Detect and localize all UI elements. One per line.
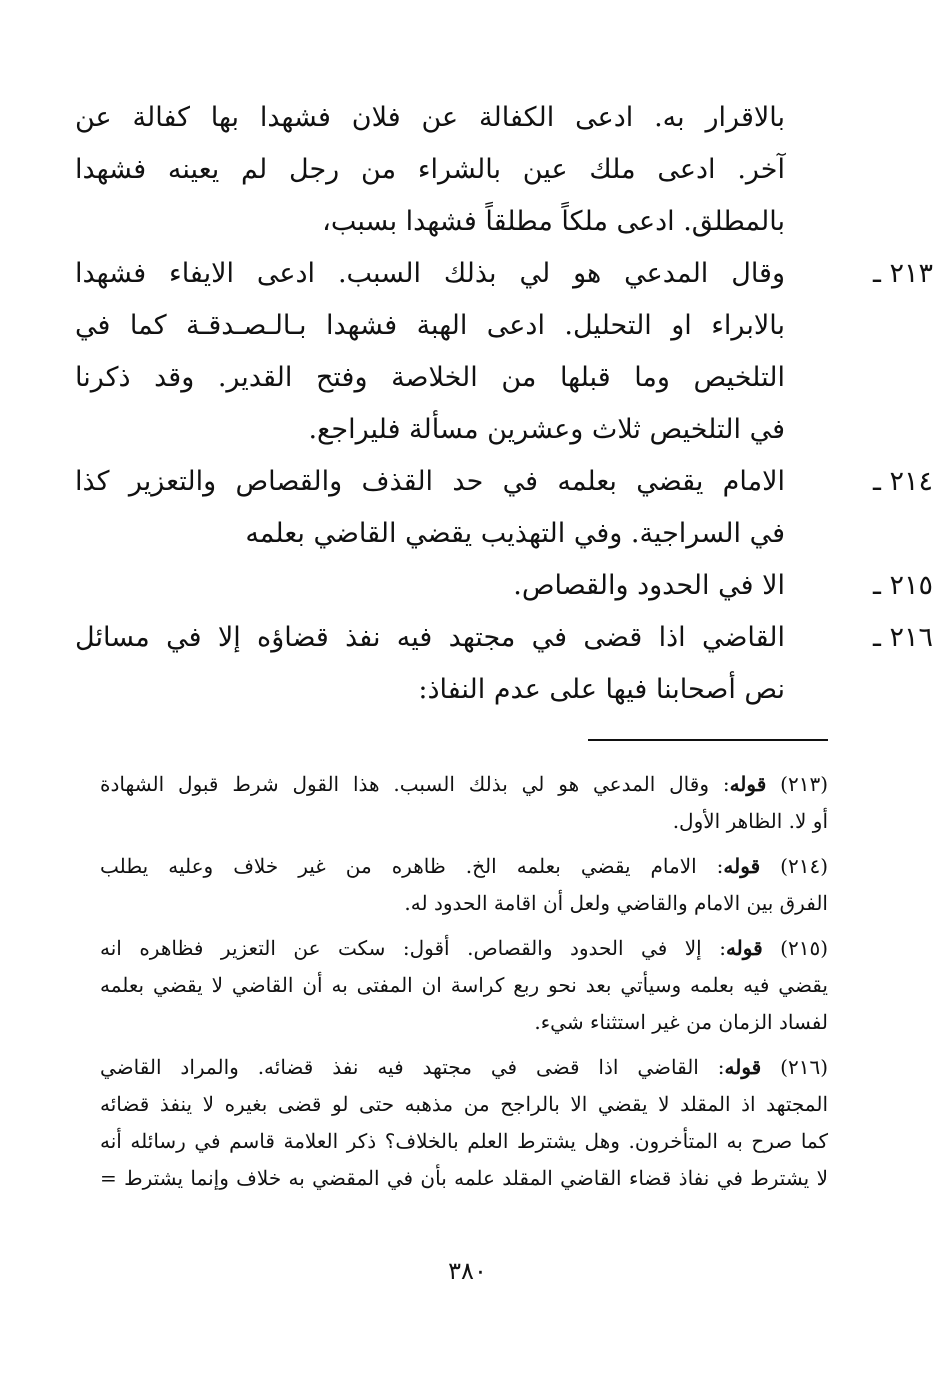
page-number: ٣٨٠ <box>448 1257 487 1285</box>
footnote-line <box>100 930 828 967</box>
entry-213 <box>75 248 933 456</box>
footnote-214 <box>100 848 828 922</box>
footnote-keyword: قوله <box>725 936 763 960</box>
footnote-line: أو لا. الظاهر الأول. <box>672 809 828 833</box>
footnote-line: الفرق بين الامام والقاضي ولعل أن اقامة الحدود له. <box>404 891 828 915</box>
footnote-line: لفساد الزمان من غير استثناء شيء. <box>534 1010 828 1034</box>
entry-216 <box>75 612 933 716</box>
main-text-line: بالاقرار به. ادعى الكفالة عن فلان فشهدا بها كفالة عن <box>75 102 785 133</box>
entry-number: ٢١٦ ـ <box>872 622 933 653</box>
main-text-line: الامام يقضي بعلمه في حد القذف والقصاص والتعزير كذا <box>75 466 785 497</box>
main-text-line: نص أصحابنا فيها على عدم النفاذ: <box>418 674 785 705</box>
main-text-block <box>75 92 933 716</box>
main-text-line: في السراجية. وفي التهذيب يقضي القاضي بعلمه <box>245 518 785 549</box>
main-text-line: بالابراء او التحليل. ادعى الهبة فشهدا بـالـصـدقـة كما في <box>75 310 785 341</box>
footnote-ref: (٢١٦) <box>780 1055 828 1079</box>
footnote-text: : الامام يقضي بعلمه الخ. ظاهره من غير خلاف وعليه يطلب <box>100 854 724 878</box>
entry-number: ٢١٣ ـ <box>872 258 933 289</box>
footnote-213 <box>100 766 828 840</box>
entry-214 <box>75 456 933 560</box>
footnote-line: لا يشترط في نفاذ قضاء القاضي المقلد علمه بأن في المقضي به خلاف وإنما يشترط = <box>100 1166 828 1190</box>
footnotes-block <box>100 766 828 1197</box>
main-text-line: القاضي اذا قضى في مجتهد فيه نفذ قضاؤه إلا في مسائل <box>75 622 785 653</box>
footnote-line <box>100 848 828 885</box>
footnote-text: : القاضي اذا قضى في مجتهد فيه نفذ قضائه. والمراد القاضي <box>100 1055 725 1079</box>
footnote-text: : وقال المدعي هو لي بذلك السبب. هذا القول شرط قبول الشهادة <box>100 772 730 796</box>
main-text-line: آخر. ادعى ملك عين بالشراء من رجل لم يعينه فشهدا <box>75 154 785 185</box>
main-text-line: بالمطلق. ادعى ملكاً مطلقاً فشهدا بسبب، <box>322 206 785 237</box>
main-text-line: في التلخيص ثلاث وعشرين مسألة فليراجع. <box>308 414 785 445</box>
footnote-ref: (٢١٤) <box>780 854 829 878</box>
footnote-ref: (٢١٥) <box>780 936 828 960</box>
footnote-215 <box>100 930 828 1041</box>
footnote-keyword: قوله <box>729 772 767 796</box>
footnote-separator-rule <box>588 739 828 741</box>
entry-number: ٢١٥ ـ <box>872 570 933 601</box>
footnote-216 <box>100 1049 828 1197</box>
footnote-line <box>100 766 828 803</box>
footnote-line: كما صرح به المتأخرون. وهل يشترط العلم بالخلاف؟ ذكر العلامة قاسم في رسائله أنه <box>100 1129 828 1153</box>
footnote-ref: (٢١٣) <box>780 772 829 796</box>
footnote-line: يقضي فيه بعلمه وسيأتي بعد نحو ربع كراسة ان المفتى به أن القاضي لا يقضي بعلمه <box>100 973 828 997</box>
main-text-line: التلخيص وما قبلها من الخلاصة وفتح القدير. وقد ذكرنا <box>75 362 785 393</box>
footnote-keyword: قوله <box>723 854 761 878</box>
main-text-line: الا في الحدود والقصاص. <box>513 570 785 601</box>
entry-number: ٢١٤ ـ <box>872 466 933 497</box>
entry-215 <box>75 560 933 612</box>
footnote-line: المجتهد اذ المقلد لا يقضي الا بالراجح من مذهبه حتى لو قضى بغيره لا ينفذ قضائه <box>100 1092 828 1116</box>
footnote-text: : إلا في الحدود والقصاص. أقول: سكت عن التعزير فظاهره انه <box>100 936 726 960</box>
main-text-line: وقال المدعي هو لي بذلك السبب. ادعى الايفاء فشهدا <box>75 258 785 289</box>
footnote-keyword: قوله <box>724 1055 762 1079</box>
footnote-line <box>100 1049 828 1086</box>
